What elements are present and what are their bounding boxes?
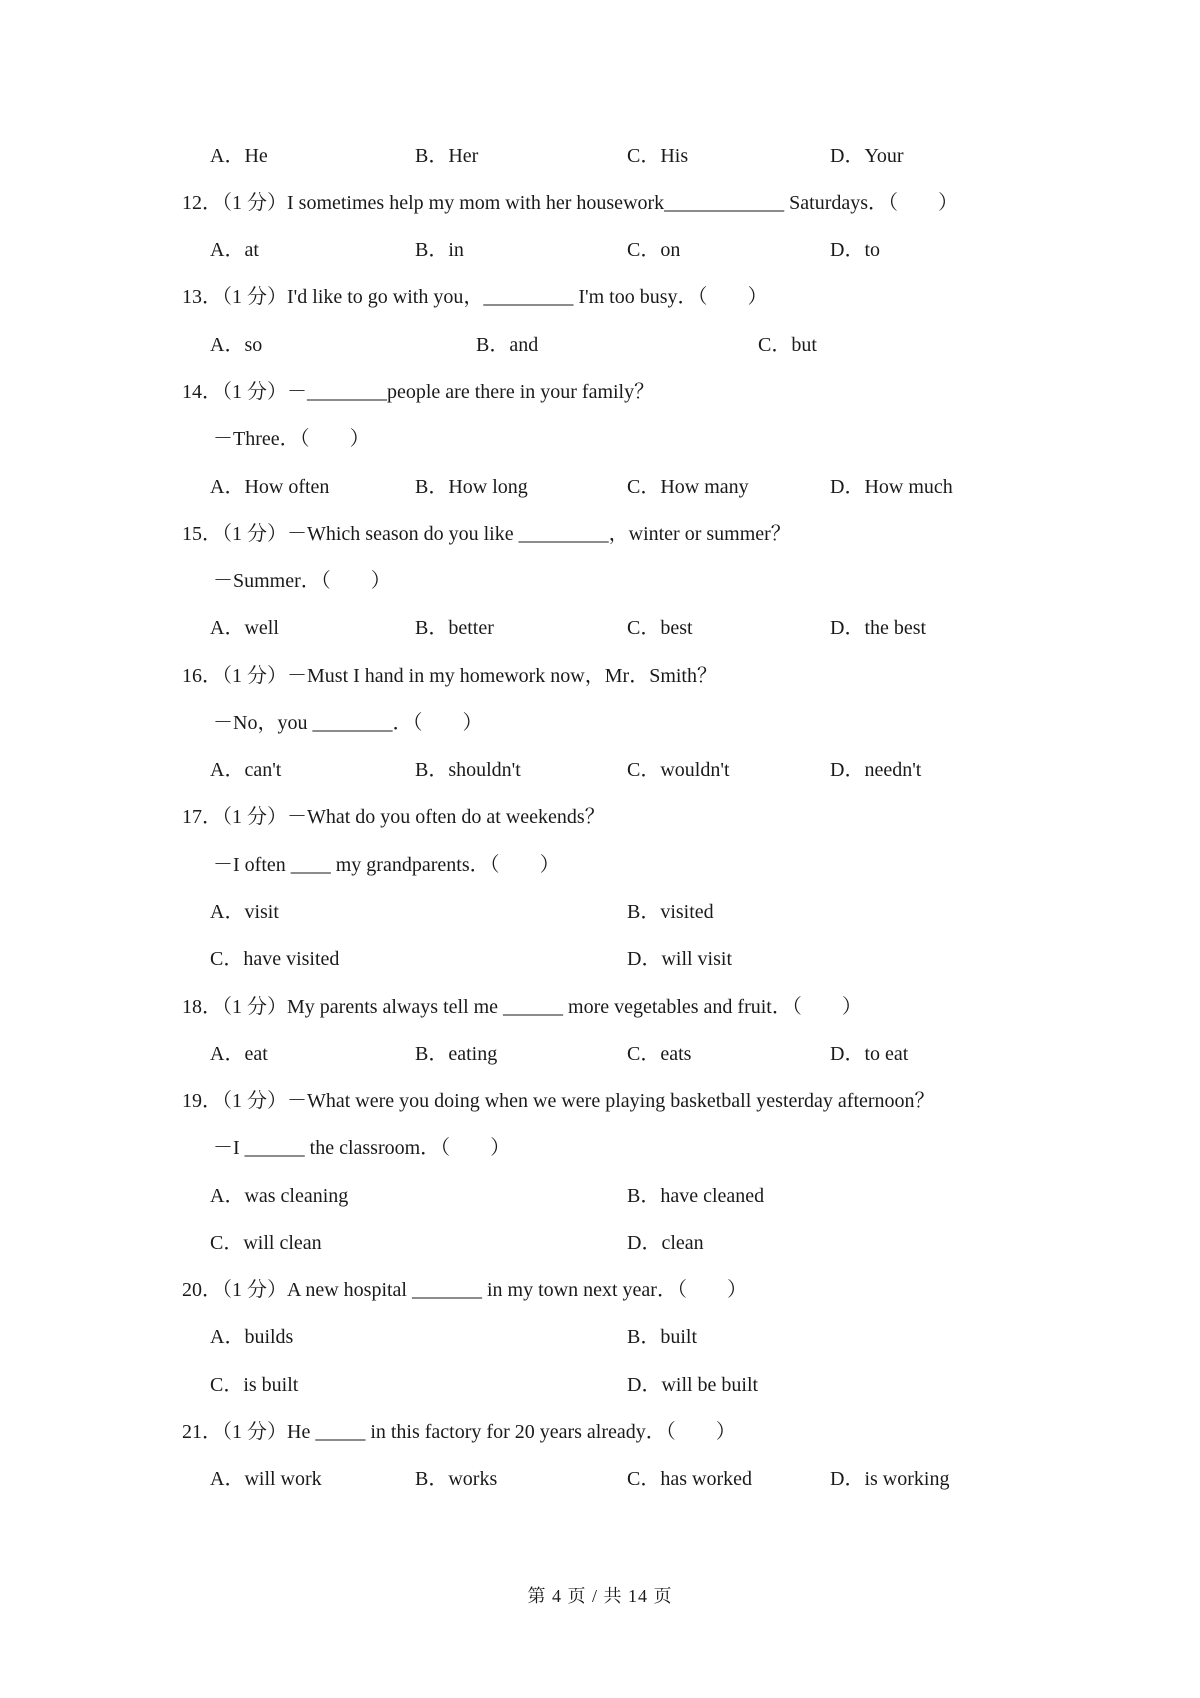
answer-option: D．will visit <box>627 948 733 970</box>
answer-option: A．so <box>210 334 263 356</box>
answer-option: A．How often <box>210 476 330 498</box>
answer-option: C．is built <box>210 1374 299 1396</box>
dialogue-reply <box>0 708 1200 738</box>
answer-options <box>0 235 1200 265</box>
question-stem <box>0 377 1200 407</box>
answer-options <box>0 944 1200 974</box>
answer-options <box>0 1039 1200 1069</box>
answer-option: A．He <box>210 145 268 167</box>
answer-option: C．but <box>758 334 817 356</box>
question-text: －I often ____ my grandparents．（ ） <box>213 854 560 876</box>
answer-option: B．eating <box>415 1043 498 1065</box>
question-text: 18．（1 分）My parents always tell me ______ more vegetables and fruit．（ ） <box>182 996 862 1018</box>
answer-options <box>0 897 1200 927</box>
answer-option: D．needn't <box>830 759 922 781</box>
question-text: －No，you ________．（ ） <box>213 712 483 734</box>
dialogue-reply <box>0 424 1200 454</box>
answer-option: C．His <box>627 145 689 167</box>
answer-options <box>0 1181 1200 1211</box>
question-text: 14．（1 分）－________people are there in your family？ <box>182 381 655 403</box>
question-text: 17．（1 分）－What do you often do at weekends？ <box>182 806 605 828</box>
question-stem <box>0 1275 1200 1305</box>
answer-options <box>0 1464 1200 1494</box>
answer-options <box>0 472 1200 502</box>
answer-option: D．clean <box>627 1232 704 1254</box>
answer-options <box>0 613 1200 643</box>
answer-option: D．How much <box>830 476 953 498</box>
question-stem <box>0 282 1200 312</box>
question-stem <box>0 188 1200 218</box>
question-text: 20．（1 分）A new hospital _______ in my town next year．（ ） <box>182 1279 747 1301</box>
answer-option: B．in <box>415 239 464 261</box>
answer-options <box>0 1228 1200 1258</box>
answer-option: D．Your <box>830 145 904 167</box>
answer-option: A．builds <box>210 1326 294 1348</box>
answer-option: B．built <box>627 1326 698 1348</box>
answer-option: D．will be built <box>627 1374 759 1396</box>
answer-option: C．eats <box>627 1043 692 1065</box>
answer-options <box>0 141 1200 171</box>
question-text: 15．（1 分）－Which season do you like _________，winter or summer？ <box>182 523 791 545</box>
dialogue-reply <box>0 850 1200 880</box>
answer-option: B．and <box>476 334 539 356</box>
answer-options <box>0 755 1200 785</box>
answer-option: C．wouldn't <box>627 759 730 781</box>
answer-option: A．can't <box>210 759 282 781</box>
answer-option: D．the best <box>830 617 927 639</box>
answer-option: B．How long <box>415 476 528 498</box>
answer-option: D．is working <box>830 1468 950 1490</box>
answer-option: B．works <box>415 1468 498 1490</box>
answer-option: A．eat <box>210 1043 268 1065</box>
page-footer: 第 4 页 / 共 14 页 <box>527 1586 673 1606</box>
answer-option: C．How many <box>627 476 749 498</box>
answer-option: B．visited <box>627 901 714 923</box>
question-text: 16．（1 分）－Must I hand in my homework now，Mr．Smith？ <box>182 665 717 687</box>
answer-option: C．will clean <box>210 1232 322 1254</box>
answer-option: C．best <box>627 617 693 639</box>
answer-option: B．shouldn't <box>415 759 521 781</box>
question-stem <box>0 661 1200 691</box>
question-text: 19．（1 分）－What were you doing when we were playing basketball yesterday afternoon？ <box>182 1090 935 1112</box>
question-stem <box>0 802 1200 832</box>
answer-option: D．to eat <box>830 1043 909 1065</box>
answer-option: A．visit <box>210 901 279 923</box>
answer-option: A．at <box>210 239 259 261</box>
answer-option: B．Her <box>415 145 479 167</box>
answer-option: C．have visited <box>210 948 340 970</box>
question-text: 21．（1 分）He _____ in this factory for 20 years already．（ ） <box>182 1421 736 1443</box>
answer-option: B．have cleaned <box>627 1185 765 1207</box>
question-stem <box>0 519 1200 549</box>
answer-option: B．better <box>415 617 494 639</box>
answer-options <box>0 1370 1200 1400</box>
answer-option: A．was cleaning <box>210 1185 349 1207</box>
answer-options <box>0 1322 1200 1352</box>
question-text: 12．（1 分）I sometimes help my mom with her housework____________ Saturdays．（ ） <box>182 192 959 214</box>
answer-option: D．to <box>830 239 880 261</box>
question-stem <box>0 1086 1200 1116</box>
question-stem <box>0 1417 1200 1447</box>
question-text: －Three．（ ） <box>213 428 370 450</box>
answer-option: A．will work <box>210 1468 322 1490</box>
dialogue-reply <box>0 1133 1200 1163</box>
answer-option: C．on <box>627 239 681 261</box>
dialogue-reply <box>0 566 1200 596</box>
answer-options <box>0 330 1200 360</box>
answer-option: A．well <box>210 617 279 639</box>
question-stem <box>0 992 1200 1022</box>
question-text: －Summer．（ ） <box>213 570 391 592</box>
answer-option: C．has worked <box>627 1468 752 1490</box>
question-text: －I ______ the classroom．（ ） <box>213 1137 511 1159</box>
question-text: 13．（1 分）I'd like to go with you，_________ I'm too busy．（ ） <box>182 286 768 308</box>
